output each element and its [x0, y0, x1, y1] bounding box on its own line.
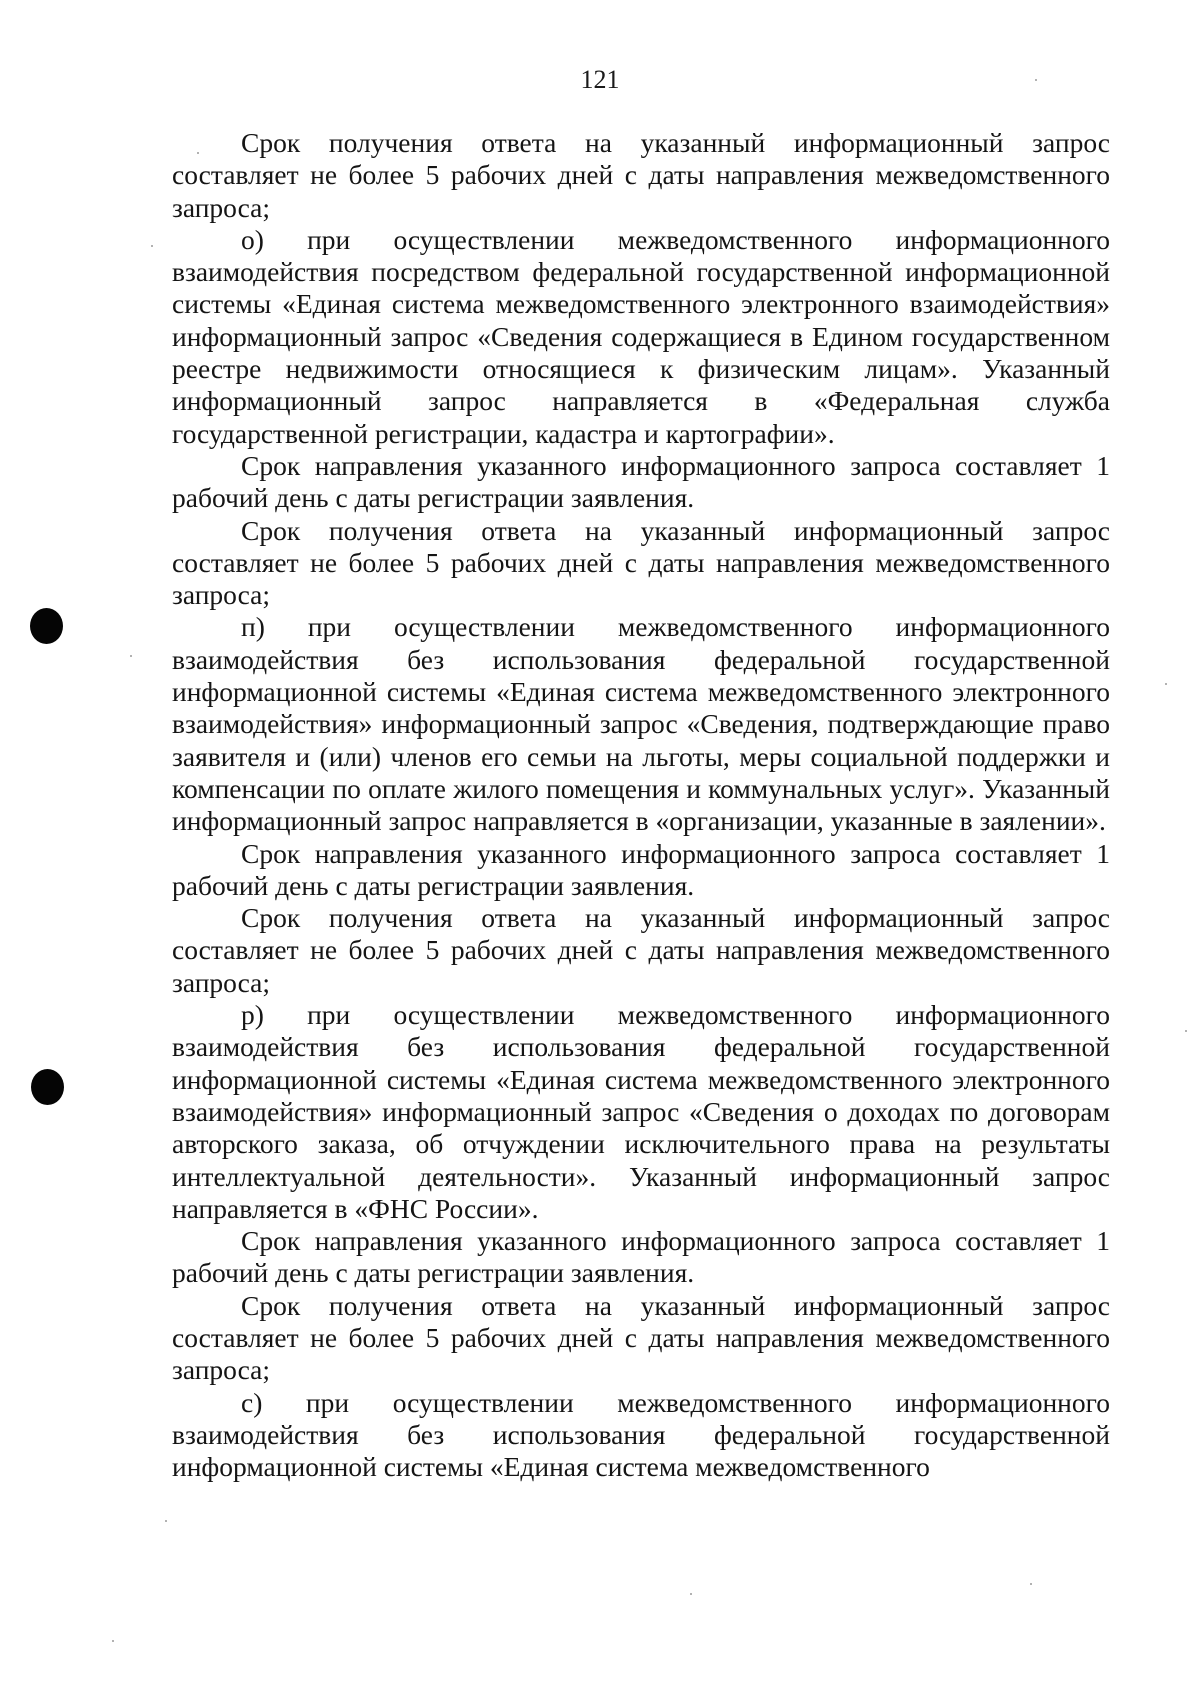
scan-speck	[112, 1640, 114, 1642]
scan-speck	[1030, 1583, 1032, 1585]
paragraph: р) при осуществлении межведомственного информационного взаимодействия без использования федеральной государственной информационной системы «Единая система межведомственного электронного взаимодействия» информационный запрос «Сведения о доходах по договорам авторского заказа, об отчуждении исключительного права на результаты интеллектуальной деятельности». Указанный информационный запрос направляется в «ФНС России».	[172, 999, 1110, 1224]
paragraph: п) при осуществлении межведомственного информационного взаимодействия без использования федеральной государственной информационной системы «Единая система межведомственного электронного взаимодействия» информационный запрос «Сведения, подтверждающие право заявителя и (или) членов его семьи на льготы, меры социальной поддержки и компенсации по оплате жилого помещения и коммунальных услуг». Указанный информационный запрос направляется в «организации, указанные в заялении».	[172, 611, 1110, 837]
paragraph: Срок направления указанного информационного запроса составляет 1 рабочий день с даты регистрации заявления.	[172, 449, 1110, 514]
paragraph: с) при осуществлении межведомственного информационного взаимодействия без использования федеральной государственной информационной системы «Единая система межведомственного	[172, 1386, 1110, 1483]
page-number: 121	[580, 65, 620, 94]
scan-speck	[1165, 683, 1167, 685]
scan-speck	[130, 655, 132, 657]
scan-speck	[1185, 1030, 1187, 1032]
paragraph: Срок направления указанного информационного запроса составляет 1 рабочий день с даты регистрации заявления.	[172, 837, 1110, 901]
paragraph: Срок получения ответа на указанный информационный запрос составляет не более 5 рабочих дней с даты направления межведомственного запроса;	[172, 902, 1110, 998]
scan-speck	[197, 152, 199, 154]
punch-hole-mark	[30, 608, 63, 644]
paragraph: Срок получения ответа на указанный информационный запрос составляет не более 5 рабочих дней с даты направления межведомственного запроса;	[172, 1289, 1110, 1386]
paragraph: Срок направления указанного информационного запроса составляет 1 рабочий день с даты регистрации заявления.	[172, 1225, 1110, 1289]
paragraph: о) при осуществлении межведомственного информационного взаимодействия посредством федеральной государственной информационной системы «Единая система межведомственного электронного взаимодействия» информационный запрос «Сведения содержащиеся в Едином государственном реестре недвижимости относящиеся к физическим лицам». Указанный информационный запрос направляется в «Федеральная служба государственной регистрации, кадастра и картографии».	[172, 223, 1110, 449]
paragraph: Срок получения ответа на указанный информационный запрос составляет не более 5 рабочих дней с даты направления межведомственного запроса;	[172, 127, 1110, 223]
scan-speck	[690, 1593, 692, 1595]
scan-speck	[1035, 79, 1037, 81]
scan-speck	[151, 245, 153, 247]
paragraph: Срок получения ответа на указанный информационный запрос составляет не более 5 рабочих дней с даты направления межведомственного запроса;	[172, 514, 1110, 611]
punch-hole-mark	[31, 1069, 64, 1105]
document-body	[172, 127, 1110, 1483]
scan-speck	[165, 1520, 167, 1522]
